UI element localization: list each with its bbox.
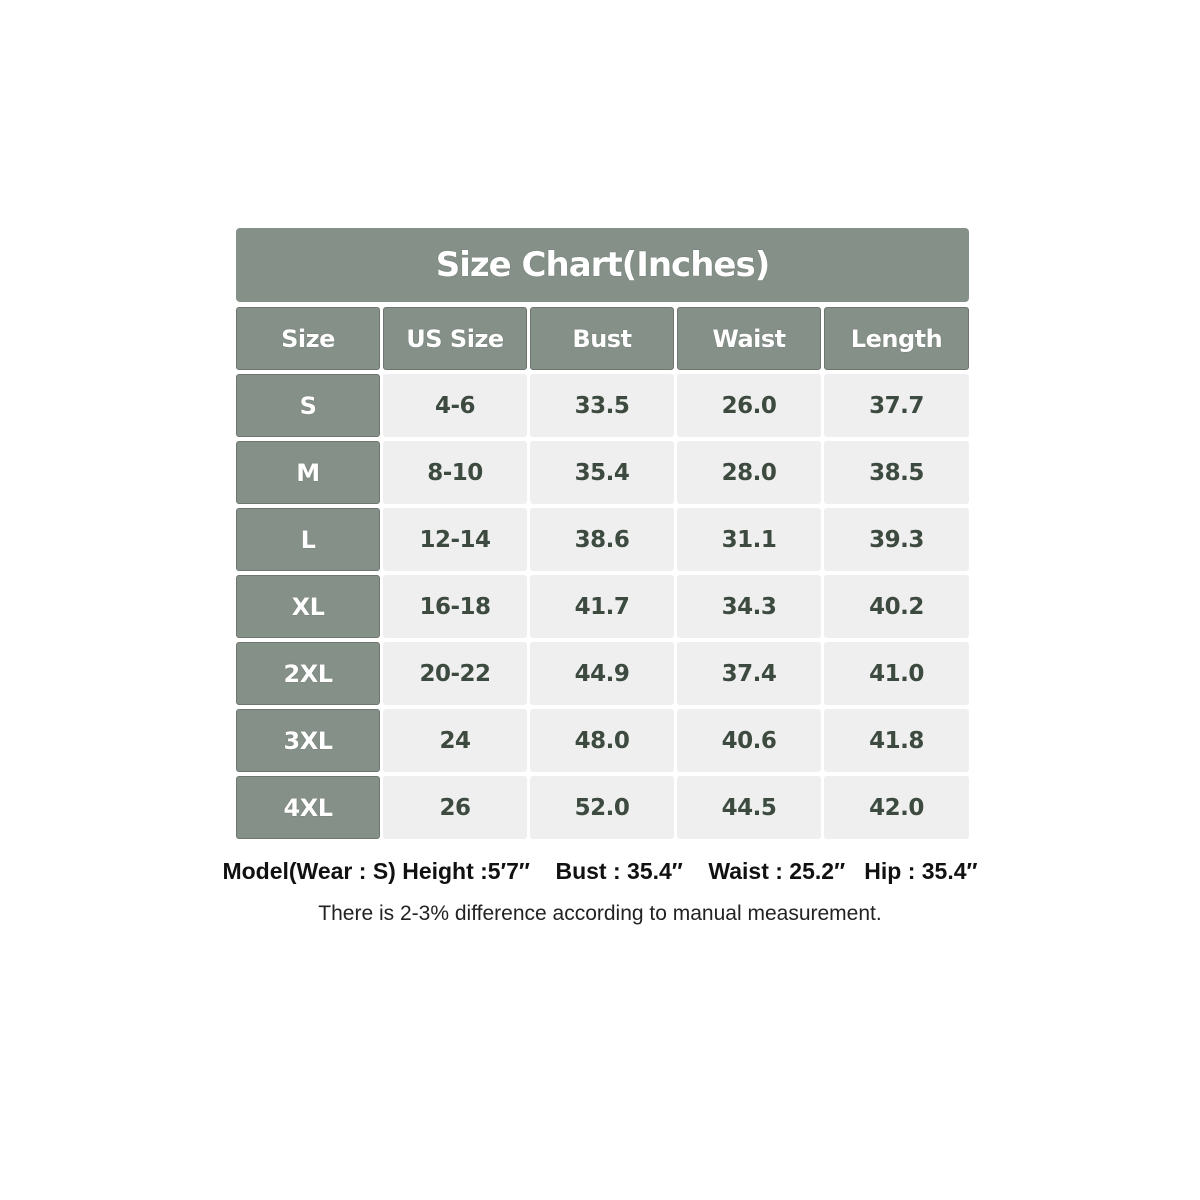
column-header: Bust	[530, 307, 674, 370]
table-cell: 33.5	[530, 374, 674, 437]
table-cell: 35.4	[530, 441, 674, 504]
table-cell: 26.0	[677, 374, 821, 437]
table-cell: 39.3	[824, 508, 969, 571]
table-cell: 37.4	[677, 642, 821, 705]
table-cell: 52.0	[530, 776, 674, 839]
column-header: Length	[824, 307, 969, 370]
measurement-note: There is 2-3% difference according to manual measurement.	[318, 902, 882, 925]
table-cell: 12-14	[383, 508, 527, 571]
row-size-label: 4XL	[236, 776, 380, 839]
table-cell: 41.0	[824, 642, 969, 705]
table-cell: 38.6	[530, 508, 674, 571]
row-size-label: L	[236, 508, 380, 571]
table-cell: 20-22	[383, 642, 527, 705]
table-cell: 28.0	[677, 441, 821, 504]
table-cell: 26	[383, 776, 527, 839]
table-cell: 40.2	[824, 575, 969, 638]
row-size-label: XL	[236, 575, 380, 638]
table-cell: 48.0	[530, 709, 674, 772]
column-header: Size	[236, 307, 380, 370]
table-cell: 24	[383, 709, 527, 772]
table-cell: 38.5	[824, 441, 969, 504]
model-info: Model(Wear : S) Height :5′7″ Bust : 35.4″ Waist : 25.2″ Hip : 35.4″	[222, 858, 978, 884]
table-cell: 42.0	[824, 776, 969, 839]
chart-title: Size Chart(Inches)	[236, 228, 969, 302]
table-cell: 40.6	[677, 709, 821, 772]
table-cell: 41.8	[824, 709, 969, 772]
table-cell: 37.7	[824, 374, 969, 437]
table-cell: 16-18	[383, 575, 527, 638]
column-header: US Size	[383, 307, 527, 370]
row-size-label: S	[236, 374, 380, 437]
table-cell: 41.7	[530, 575, 674, 638]
table-cell: 8-10	[383, 441, 527, 504]
table-cell: 44.5	[677, 776, 821, 839]
table-cell: 4-6	[383, 374, 527, 437]
table-cell: 31.1	[677, 508, 821, 571]
size-table	[236, 307, 969, 839]
size-chart	[236, 228, 969, 839]
row-size-label: 2XL	[236, 642, 380, 705]
row-size-label: M	[236, 441, 380, 504]
column-header: Waist	[677, 307, 821, 370]
table-cell: 44.9	[530, 642, 674, 705]
table-cell: 34.3	[677, 575, 821, 638]
row-size-label: 3XL	[236, 709, 380, 772]
